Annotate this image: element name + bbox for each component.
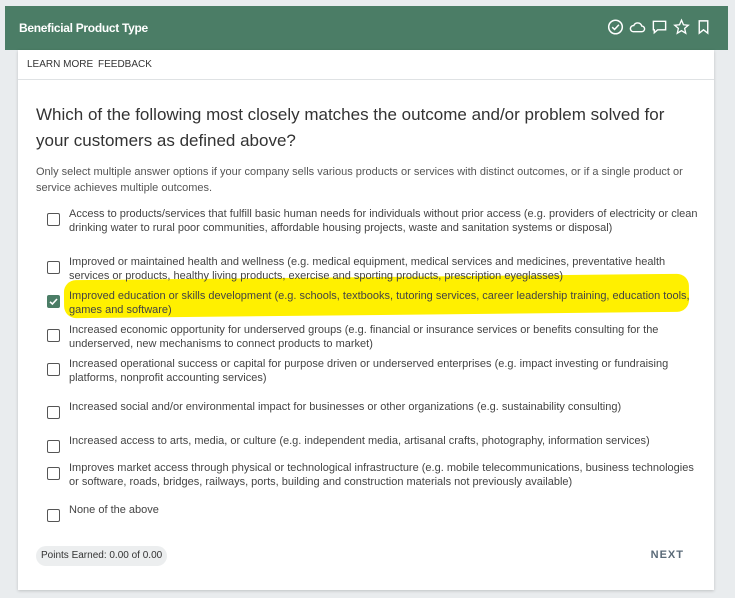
option-label: Increased social and/or environmental impact for businesses or other organizations (e.g. sustainability consulting): [69, 401, 622, 413]
question-card: [18, 50, 714, 590]
checkbox[interactable]: [47, 329, 60, 342]
checkbox[interactable]: [47, 509, 60, 522]
option-label: Improved or maintained health and wellness (e.g. medical equipment, medical services and medicines, preventative health services or products, healthy living products, exercise and sporting products, prescription eyeglasses): [69, 256, 666, 282]
tab-learn-more[interactable]: LEARN MORE: [27, 59, 94, 70]
option-label: Increased operational success or capital for purpose driven or underserved enterprises (e.g. impact investing or fundraising platforms, nonprofit accounting services): [69, 358, 669, 384]
checkbox[interactable]: [47, 467, 60, 480]
star-icon[interactable]: [673, 18, 690, 36]
next-button[interactable]: NEXT: [650, 549, 684, 561]
bookmark-icon[interactable]: [695, 18, 712, 36]
check-circle-icon[interactable]: [607, 18, 624, 36]
option-label: Access to products/services that fulfill basic human needs for individuals without prior access (e.g. providers of electricity or clean drinking water to rural poor communities, affordable housing projects, waste and sanitation systems or disposal): [69, 208, 698, 234]
checkbox[interactable]: [47, 363, 60, 376]
option-label: Increased access to arts, media, or culture (e.g. independent media, artisanal crafts, photography, information services): [69, 435, 650, 447]
checkbox[interactable]: [47, 406, 60, 419]
checkbox-checked[interactable]: [47, 295, 60, 308]
header-bar: [5, 6, 728, 50]
option-label: Increased economic opportunity for underserved groups (e.g. financial or insurance services or benefits consulting for the underserved, new mechanisms to connect products to market): [69, 324, 659, 350]
option-label: Improves market access through physical or technological infrastructure (e.g. mobile telecommunications, business technologies or software, roads, bridges, railways, ports, building and construction materials not previously available): [69, 462, 694, 488]
checkmark-icon: [48, 296, 59, 307]
checkbox[interactable]: [47, 261, 60, 274]
option-label: Improved education or skills development (e.g. schools, textbooks, tutoring services, career leadership training, education tools, games and software): [69, 290, 690, 316]
header-icons: [607, 18, 712, 36]
tab-bar: [18, 50, 714, 80]
comment-icon[interactable]: [651, 18, 668, 36]
points-badge: Points Earned: 0.00 of 0.00: [36, 546, 167, 566]
page-title: Beneficial Product Type: [19, 21, 148, 35]
question-text: Which of the following most closely matches the outcome and/or problem solved for your customers as defined above?: [36, 105, 665, 150]
checkbox[interactable]: [47, 440, 60, 453]
instructions-text: Only select multiple answer options if your company sells various products or services with distinct outcomes, or if a single product or service achieves multiple outcomes.: [36, 166, 683, 194]
checkbox[interactable]: [47, 213, 60, 226]
cloud-icon[interactable]: [629, 18, 646, 36]
tab-feedback[interactable]: FEEDBACK: [98, 59, 152, 70]
option-label: None of the above: [69, 504, 159, 516]
